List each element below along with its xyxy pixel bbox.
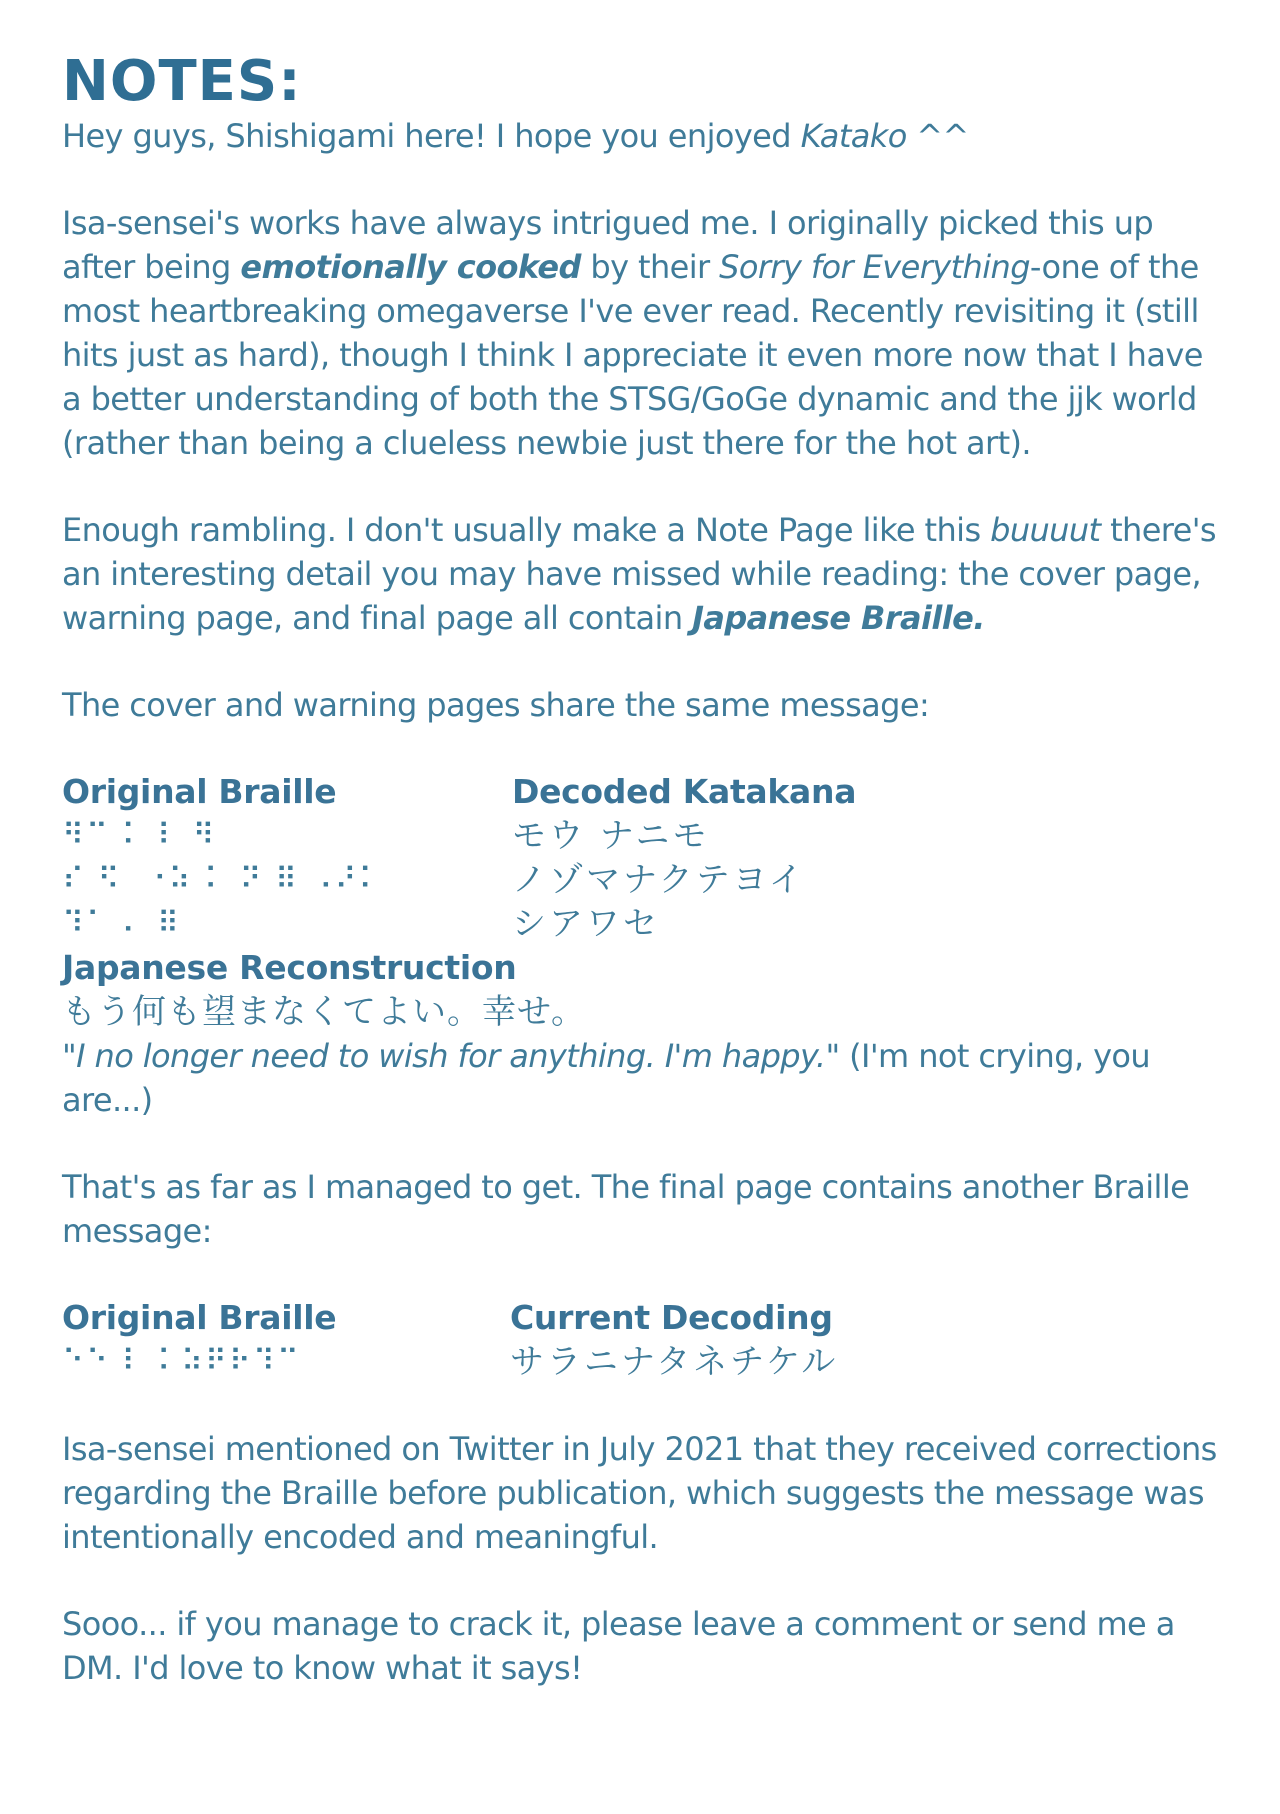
braille-line: ⠻⠉ ⠅ ⠇ ⠻ [62,818,217,853]
paragraph-rambling [62,508,1218,640]
braille-column [62,770,382,946]
katakana-line: サラニナタネチケル [510,1342,839,1382]
para2-italic: buuuut [990,511,1101,549]
braille-line: ⠑⠑ ⠇ ⠅⠵⠟⠗⠹⠉ [62,1344,301,1379]
translation-paragraph [62,1034,1218,1122]
braille-table-1 [62,770,1218,946]
paragraph-final-page: That's as far as I managed to get. The final page contains another Braille message: [62,1168,1190,1250]
paragraph-works [62,201,1218,465]
braille-line: ⠹⠁ ⠄ ⠿ [62,906,181,941]
katakana-line: シアワセ [512,904,660,944]
katakana-column [512,770,856,946]
translation-quote: "I no longer need to wish for anything. I'm happy." [62,1037,840,1075]
katakana-line: モウ ナニモ [512,816,710,856]
intro-tail: ^^ [906,117,969,155]
original-braille-heading: Original Braille [62,1298,337,1337]
braille-line: ⠎ ⠫ ⠐⠵ ⠅ ⠝ ⠿ ⠠⠜⠅ [62,862,383,897]
current-decoding-heading: Current Decoding [510,1298,833,1337]
decoded-katakana-heading: Decoded Katakana [512,772,857,811]
translation-tail: (I'm not crying, you are...) [62,1037,1151,1119]
para2-text-a: Enough rambling. I don't usually make a Note Page like this [62,511,991,549]
braille-table-2 [62,1296,1218,1384]
page-title: NOTES: [62,49,302,114]
katakana-line: ノゾマナクテヨイ [512,860,806,900]
decoding-column [510,1296,838,1384]
reconstruction-heading: Japanese Reconstruction [62,948,517,987]
intro-text: Hey guys, Shishigami here! I hope you enjoyed [62,117,801,155]
japanese-reconstruction: もう何も望まなくてよい。幸せ。 [62,992,586,1032]
paragraph-shared-message: The cover and warning pages share the same message: [62,686,930,724]
para1-text-e: -one of the most heartbreaking omegaverse I've ever read. Recently revisiting it (still hits just as hard), though I think I appreciate it even more now that I have a better understanding of both the STSG/GoGe dynamic and the jjk world (rather than being a clueless newbie just there for the hot art). [62,248,1203,462]
para1-text-a: Isa-sensei's works have always intrigued me. I originally picked this up after being [62,204,1154,286]
para1-emphasis: emotionally cooked [240,248,581,286]
original-braille-heading: Original Braille [62,772,337,811]
paragraph-closing: Sooo... if you manage to crack it, please leave a comment or send me a DM. I'd love to know what it says! [62,1605,1175,1687]
para1-title: Sorry for Everything [719,248,1030,286]
paragraph-twitter: Isa-sensei mentioned on Twitter in July 2021 that they received corrections regarding the Braille before publication, which suggests the message was intentionally encoded and meaningful. [62,1430,1217,1556]
para2-text-c: there's an interesting detail you may have missed while reading: the cover page, warning page, and final page all contain [62,511,1216,637]
braille-column [62,1296,336,1384]
para2-emphasis: Japanese Braille. [692,599,985,637]
intro-paragraph [62,114,1218,158]
intro-title: Katako [800,117,907,155]
para1-text-c: by their [580,248,720,286]
